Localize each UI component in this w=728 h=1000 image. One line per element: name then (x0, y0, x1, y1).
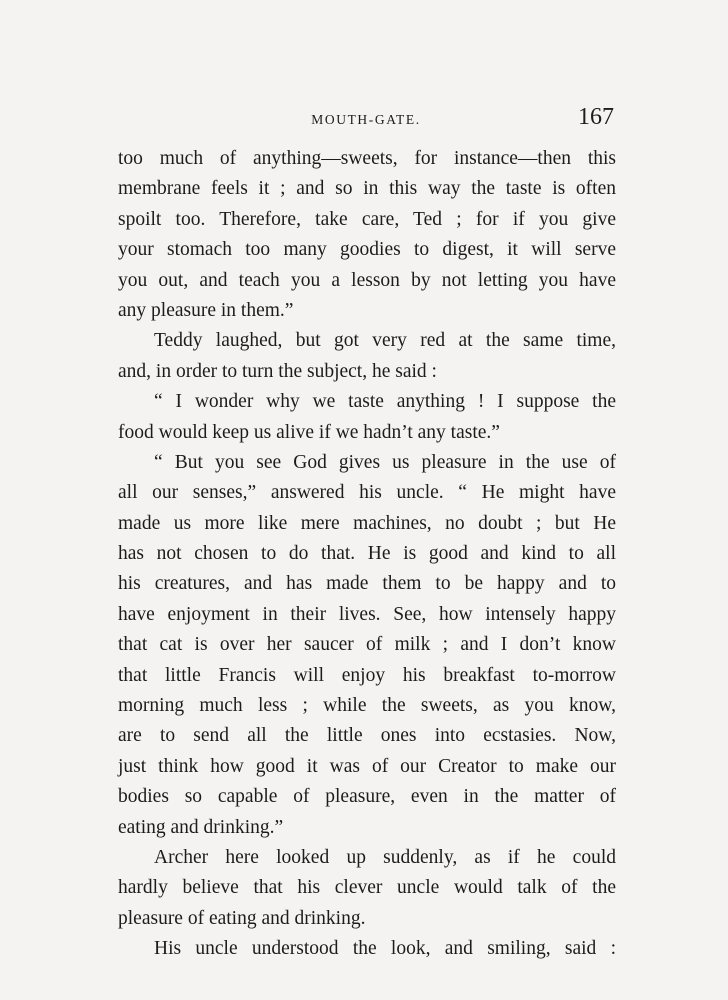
running-title: MOUTH-GATE. (311, 112, 421, 127)
text-line: are to send all the little ones into ecstasies. Now, (118, 725, 616, 747)
text-line: membrane feels it ; and so in this way the taste is often (118, 178, 616, 200)
page-number: 167 (578, 104, 614, 130)
text-line: morning much less ; while the sweets, as you know, (118, 695, 616, 717)
text-line: your stomach too many goodies to digest, it will serve (118, 239, 616, 261)
text-line: too much of anything—sweets, for instance—then this (118, 148, 616, 169)
text-line: you out, and teach you a lesson by not letting you have (118, 269, 616, 291)
text-line: have enjoyment in their lives. See, how intensely happy (118, 603, 616, 625)
text-line: “ I wonder why we taste anything ! I suppose the (154, 391, 616, 413)
text-line: has not chosen to do that. He is good and kind to all (118, 543, 616, 565)
text-line: that cat is over her saucer of milk ; and I don’t know (118, 634, 616, 656)
text-line: pleasure of eating and drinking. (118, 907, 366, 929)
text-line: Teddy laughed, but got very red at the same time, (154, 330, 616, 352)
text-line: all our senses,” answered his uncle. “ He might have (118, 482, 616, 504)
text-line: that little Francis will enjoy his breakfast to-morrow (118, 664, 616, 686)
body-text (118, 144, 616, 965)
text-line: eating and drinking.” (118, 816, 284, 838)
text-line: bodies so capable of pleasure, even in the matter of (118, 786, 616, 808)
text-line: just think how good it was of our Creator to make our (118, 755, 616, 777)
text-line: Archer here looked up suddenly, as if he could (154, 846, 616, 868)
text-line: food would keep us alive if we hadn’t any taste.” (118, 421, 500, 443)
running-head (118, 104, 614, 134)
text-line: hardly believe that his clever uncle would talk of the (118, 877, 616, 899)
text-line: and, in order to turn the subject, he said : (118, 360, 437, 382)
text-line: his creatures, and has made them to be happy and to (118, 573, 616, 595)
text-line: made us more like mere machines, no doubt ; but He (118, 512, 616, 534)
text-line: spoilt too. Therefore, take care, Ted ; for if you give (118, 208, 616, 230)
text-line: His uncle understood the look, and smiling, said : (154, 938, 616, 960)
text-line: “ But you see God gives us pleasure in the use of (154, 451, 616, 473)
text-line: any pleasure in them.” (118, 299, 294, 321)
